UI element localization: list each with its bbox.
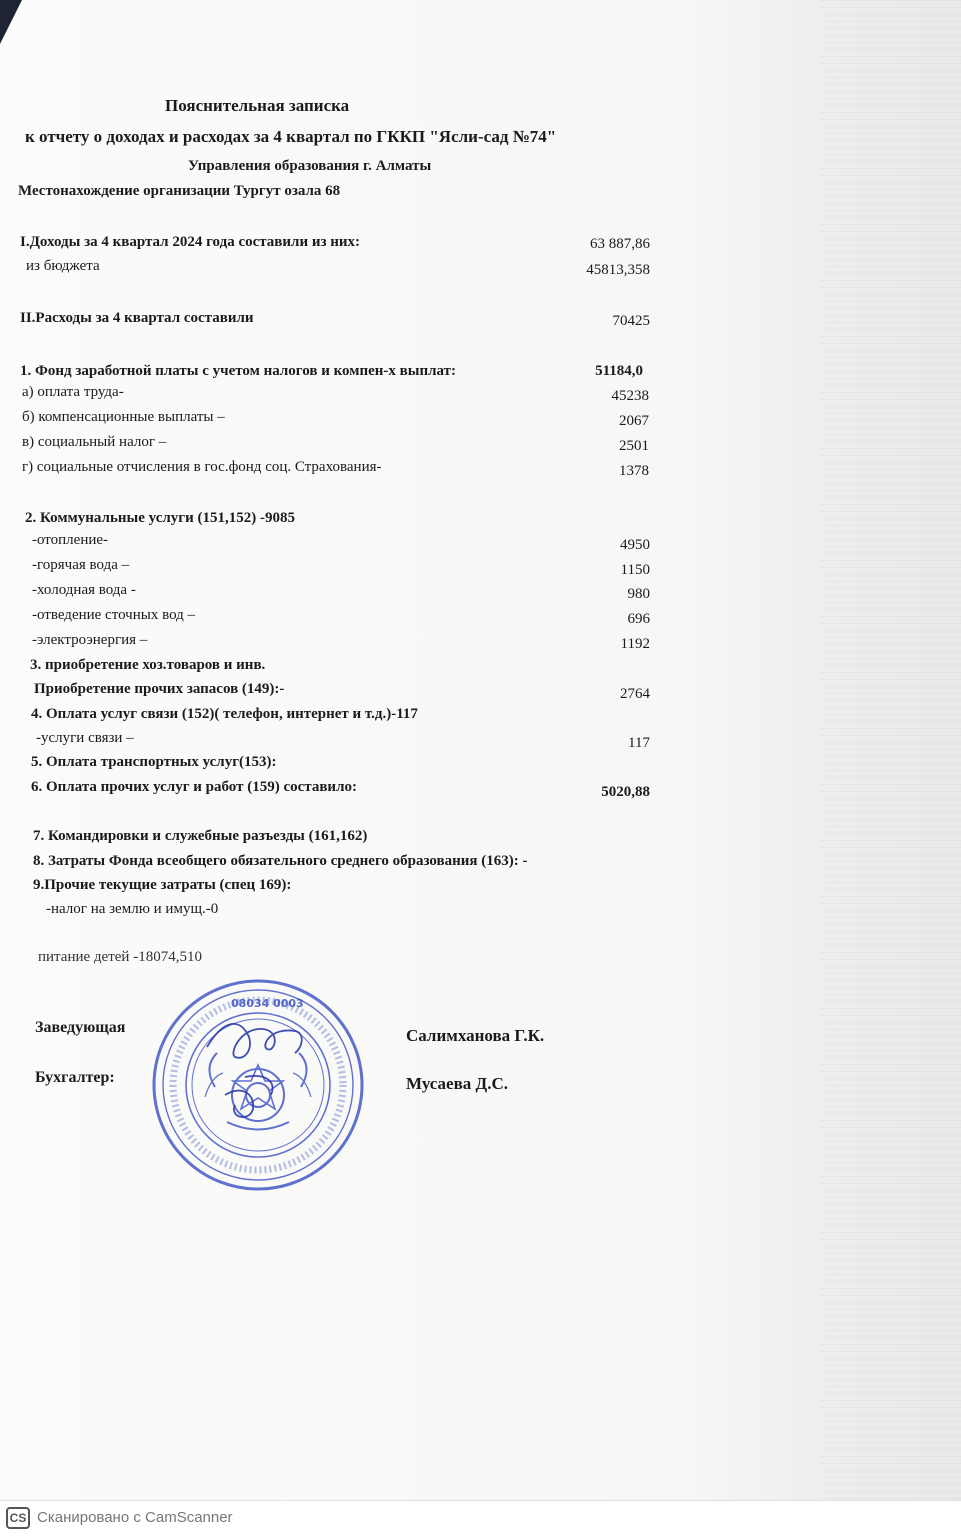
accountant-title: Бухгалтер: — [35, 1069, 115, 1086]
expenses-value: 70425 — [612, 313, 650, 329]
accountant-name: Мусаева Д.С. — [406, 1074, 508, 1093]
utilities-item-label: -электроэнергия – — [32, 632, 148, 648]
utilities-item-label: -горячая вода – — [32, 557, 130, 573]
transport-label: 5. Оплата транспортных услуг(153): — [31, 754, 277, 770]
official-stamp — [145, 977, 370, 1192]
child-food-label: питание детей -18074,510 — [38, 949, 202, 965]
misc-label: 9.Прочие текущие затраты (спец 169): — [33, 877, 292, 893]
payroll-item-value: 2067 — [619, 413, 649, 429]
budget-value: 45813,358 — [586, 262, 650, 278]
handwritten-signature — [207, 1024, 302, 1117]
communication-label: 4. Оплата услуг связи (152)( телефон, интернет и т.д.)-117 — [31, 706, 418, 722]
payroll-item-label: в) социальный налог – — [22, 434, 167, 450]
other-services-label: 6. Оплата прочих услуг и работ (159) составило: — [31, 779, 357, 795]
utilities-item-value: 4950 — [620, 537, 650, 553]
other-stocks-label: Приобретение прочих запасов (149):- — [34, 681, 285, 697]
income-value: 63 887,86 — [590, 236, 650, 252]
utilities-item-label: -отведение сточных вод – — [32, 607, 196, 623]
trips-label: 7. Командировки и служебные разъезды (161,162) — [33, 828, 368, 844]
payroll-item-label: г) социальные отчисления в гос.фонд соц. Страхования- — [22, 459, 382, 475]
payroll-value: 51184,0 — [595, 363, 643, 379]
fund-label: 8. Затраты Фонда всеобщего обязательного среднего образования (163): - — [33, 853, 528, 869]
utilities-item-value: 1150 — [620, 562, 650, 578]
department-line: Управления образования г. Алматы — [188, 158, 432, 174]
head-title: Заведующая — [35, 1019, 126, 1036]
utilities-label: 2. Коммунальные услуги (151,152) -9085 — [25, 510, 295, 526]
head-name: Салимханова Г.К. — [406, 1026, 545, 1045]
payroll-item-value: 45238 — [611, 388, 649, 404]
utilities-item-value: 696 — [627, 611, 650, 627]
payroll-label: 1. Фонд заработной платы с учетом налогов и компен-х выплат: — [20, 363, 457, 379]
payroll-item-value: 2501 — [619, 438, 649, 454]
communication-item-value: 117 — [628, 735, 650, 751]
other-services-value: 5020,88 — [601, 784, 650, 800]
income-label: I.Доходы за 4 квартал 2024 года составили из них: — [20, 234, 361, 250]
payroll-item-label: б) компенсационные выплаты – — [22, 409, 225, 425]
document-title: Пояснительная записка — [165, 96, 350, 115]
utilities-item-label: -холодная вода - — [32, 582, 136, 598]
goods-label: 3. приобретение хоз.товаров и инв. — [30, 657, 266, 673]
stamp-number: 08034 0003 — [231, 997, 304, 1010]
land-tax-label: -налог на землю и имущ.-0 — [46, 901, 219, 917]
camscanner-caption: Сканировано с CamScanner — [37, 1509, 233, 1526]
paper-stack-edge — [820, 0, 961, 1500]
document-subtitle: к отчету о доходах и расходах за 4 квартал по ГККП "Ясли-сад №74" — [25, 127, 557, 146]
budget-label: из бюджета — [26, 258, 100, 274]
utilities-item-label: -отопление- — [32, 532, 109, 548]
payroll-item-label: а) оплата труда- — [22, 384, 124, 400]
other-stocks-value: 2764 — [620, 686, 650, 702]
dark-corner — [0, 0, 22, 44]
communication-item-label: -услуги связи – — [36, 730, 134, 746]
utilities-item-value: 1192 — [620, 636, 650, 652]
payroll-item-value: 1378 — [619, 463, 649, 479]
utilities-item-value: 980 — [627, 586, 650, 602]
location-line: Местонахождение организации Тургут озала 68 — [18, 183, 341, 199]
expenses-label: II.Расходы за 4 квартал составили — [20, 310, 254, 326]
camscanner-logo-icon: CS — [6, 1507, 30, 1529]
camscanner-footer — [0, 1500, 961, 1537]
